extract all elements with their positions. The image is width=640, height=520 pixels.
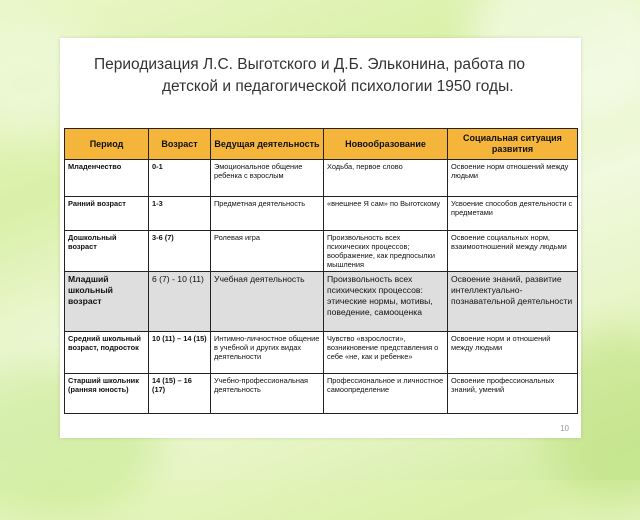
cell-neoformation: Профессиональное и личностное самоопределение xyxy=(324,374,448,414)
cell-period: Младенчество xyxy=(65,160,149,197)
cell-age: 1-3 xyxy=(149,197,211,231)
cell-age: 0-1 xyxy=(149,160,211,197)
table-header-row xyxy=(65,129,578,160)
cell-period: Младший школьный возраст xyxy=(65,272,149,332)
cell-neoformation: Произвольность всех психических процессов: этические нормы, мотивы, поведение, самооценка xyxy=(324,272,448,332)
cell-period: Средний школьный возраст, подросток xyxy=(65,332,149,374)
cell-neoformation: Ходьба, первое слово xyxy=(324,160,448,197)
header-social-situation: Социальная ситуация развития xyxy=(448,129,578,160)
cell-age: 10 (11) – 14 (15) xyxy=(149,332,211,374)
cell-social: Освоение норм отношений между людьми xyxy=(448,160,578,197)
title-line-2: детской и педагогической психологии 1950 годы. xyxy=(162,78,514,95)
table-row xyxy=(65,160,578,197)
cell-social: Освоение знаний, развитие интеллектуально-познавательной деятельности xyxy=(448,272,578,332)
cell-social: Освоение социальных норм, взаимоотношений между людьми xyxy=(448,231,578,272)
cell-social: Освоение профессиональных знаний, умений xyxy=(448,374,578,414)
cell-neoformation: Произвольность всех психических процессов; воображение, как предпосылки мышления xyxy=(324,231,448,272)
table-row-highlighted xyxy=(65,272,578,332)
cell-activity: Предметная деятельность xyxy=(211,197,324,231)
header-neoformation: Новообразование xyxy=(324,129,448,160)
cell-social: Усвоение способов деятельности с предметами xyxy=(448,197,578,231)
slide-panel xyxy=(60,38,581,438)
cell-period: Дошкольный возраст xyxy=(65,231,149,272)
page-number: 10 xyxy=(560,424,569,433)
cell-age: 6 (7) - 10 (11) xyxy=(149,272,211,332)
cell-activity: Интимно-личностное общение в учебной и других видах деятельности xyxy=(211,332,324,374)
table-row xyxy=(65,231,578,272)
cell-activity: Ролевая игра xyxy=(211,231,324,272)
cell-neoformation: «внешнее Я сам» по Выготскому xyxy=(324,197,448,231)
cell-age: 3-6 (7) xyxy=(149,231,211,272)
cell-activity: Учебная деятельность xyxy=(211,272,324,332)
header-period: Период xyxy=(65,129,149,160)
table-row xyxy=(65,332,578,374)
cell-neoformation: Чувство «взрослости», возникновение представления о себе «не, как и ребенке» xyxy=(324,332,448,374)
cell-social: Освоение норм и отношений между людьми xyxy=(448,332,578,374)
cell-period: Старший школьник (ранняя юность) xyxy=(65,374,149,414)
header-leading-activity: Ведущая деятельность xyxy=(211,129,324,160)
table-row xyxy=(65,374,578,414)
cell-activity: Учебно-профессиональная деятельность xyxy=(211,374,324,414)
cell-age: 14 (15) – 16 (17) xyxy=(149,374,211,414)
slide-title xyxy=(94,54,564,98)
cell-period: Ранний возраст xyxy=(65,197,149,231)
periodization-table xyxy=(64,128,578,414)
table-row xyxy=(65,197,578,231)
cell-activity: Эмоциональное общение ребенка с взрослым xyxy=(211,160,324,197)
title-line-1: Периодизация Л.С. Выготского и Д.Б. Эльконина, работа по xyxy=(94,56,525,73)
header-age: Возраст xyxy=(149,129,211,160)
